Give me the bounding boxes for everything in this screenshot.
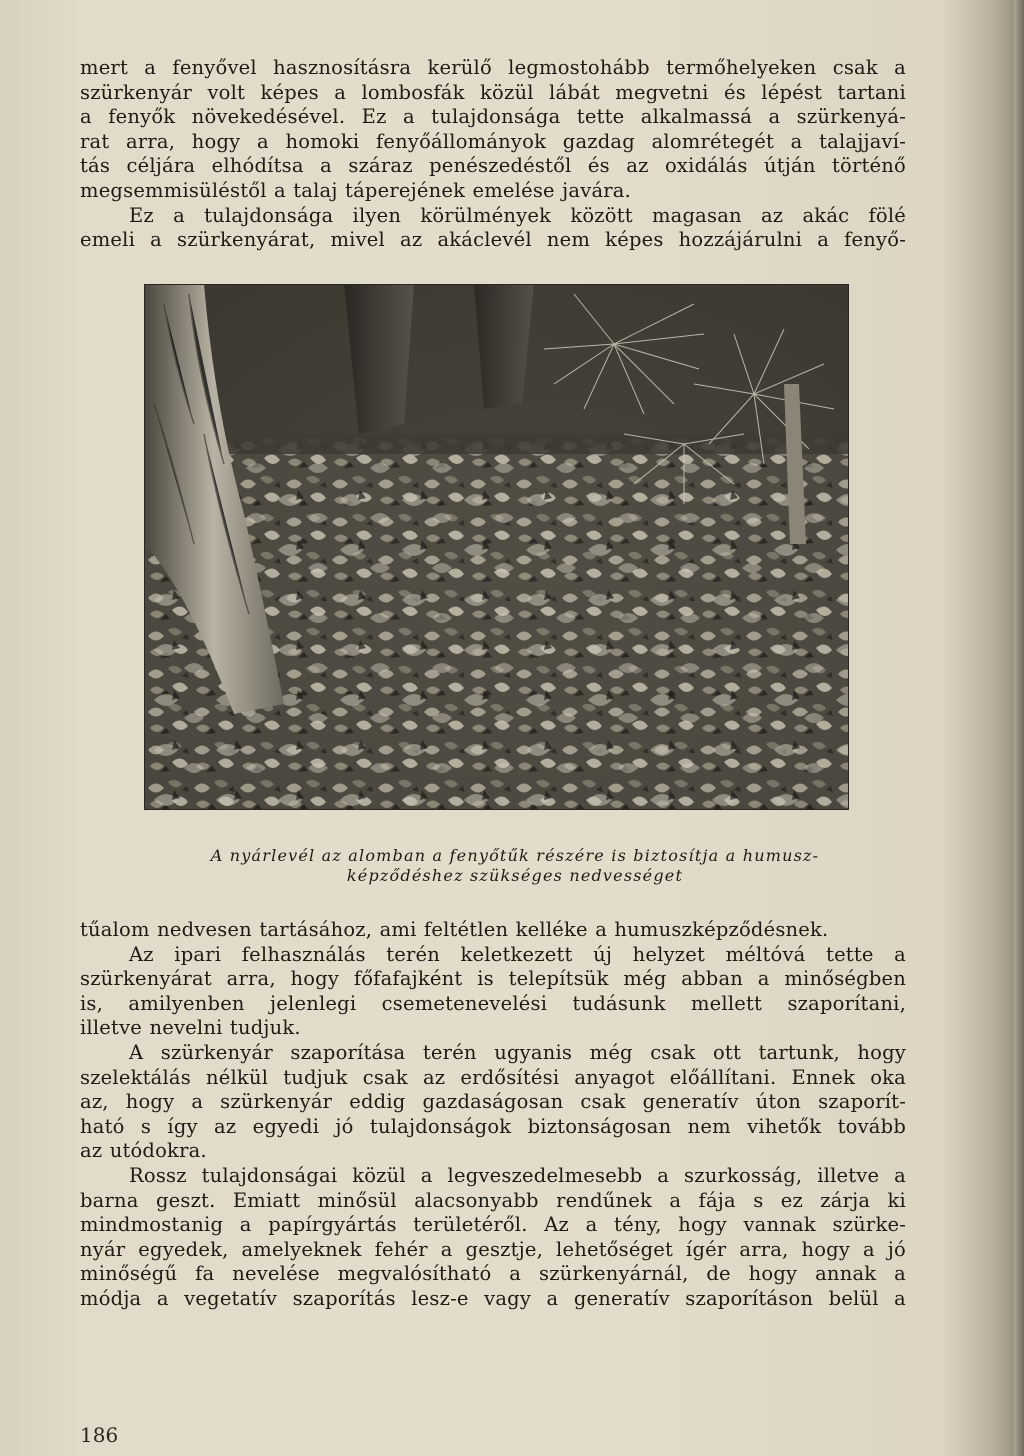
paragraph (80, 943, 906, 1041)
caption-line: képződéshez szükséges nedvességet (346, 865, 684, 885)
paragraph (80, 1164, 906, 1312)
figure-caption (120, 846, 910, 885)
paragraph (80, 918, 906, 943)
text-line: minőségű fa nevelése megvalósítható a szürkenyárnál, de hogy annak a (80, 1262, 906, 1286)
text-line: tás céljára elhódítsa a száraz penészedéstől és az oxidálás útján történő (80, 154, 906, 178)
text-line: rat arra, hogy a homoki fenyőállományok gazdag alomrétegét a talajjaví- (80, 129, 906, 153)
text-line: szürkenyár volt képes a lombosfák közül lábát megvetni és lépést tartani (80, 80, 906, 104)
text-line: szürkenyárat arra, hogy főfafajként is telepítsük még abban a minőségben (80, 967, 906, 991)
bottom-text-block (80, 918, 906, 1312)
top-text-block (80, 56, 906, 253)
text-line: Az ipari felhasználás terén keletkezett új helyzet méltóvá tette a (129, 942, 906, 966)
page-number: 186 (80, 1423, 119, 1447)
paragraph (80, 56, 906, 204)
photo-image (144, 284, 849, 810)
text-line: módja a vegetatív szaporítás lesz-e vagy a generatív szaporításon belül a (80, 1286, 906, 1310)
text-line: barna geszt. Emiatt minősül alacsonyabb rendűnek a fája s ez zárja ki (80, 1188, 906, 1212)
paragraph (80, 204, 906, 253)
text-line: mert a fenyővel hasznosításra kerülő legmostohább termőhelyeken csak a (80, 56, 906, 79)
text-line: megsemmisüléstől a talaj táperejének emelése javára. (80, 178, 632, 202)
text-line: Ez a tulajdonsága ilyen körülmények között magasan az akác fölé (129, 203, 906, 227)
text-line: tűalom nedvesen tartásához, ami feltétlen kelléke a humuszképződésnek. (80, 918, 829, 941)
text-line: mindmostanig a papírgyártás területéről. Az a tény, hogy vannak szürke- (80, 1213, 906, 1237)
text-line: az utódokra. (80, 1139, 207, 1163)
text-line: a fenyők növekedésével. Ez a tulajdonsága tette alkalmassá a szürkenyá- (80, 105, 906, 129)
page-edge-shadow (1014, 0, 1024, 1456)
text-line: Rossz tulajdonságai közül a legveszedelmesebb a szurkosság, illetve a (129, 1163, 906, 1187)
text-line: A szürkenyár szaporítása terén ugyanis még csak ott tartunk, hogy (129, 1040, 906, 1064)
photograph-ivy-leaf-litter (144, 284, 849, 810)
text-line: nyár egyedek, amelyeknek fehér a gesztje, lehetőséget ígér arra, hogy a jó (80, 1237, 906, 1261)
text-line: az, hogy a szürkenyár eddig gazdaságosan csak generatív úton szaporít- (80, 1090, 906, 1114)
text-line: emeli a szürkenyárat, mivel az akáclevél nem képes hozzájárulni a fenyő- (80, 228, 906, 252)
text-line: illetve nevelni tudjuk. (80, 1016, 301, 1040)
text-line: is, amilyenben jelenlegi csemetenevelési tudásunk mellett szaporítani, (80, 991, 906, 1015)
caption-line: A nyárlevél az alomban a fenyőtűk részére is biztosítja a humusz- (210, 846, 820, 865)
text-line: ható s így az egyedi jó tulajdonságok biztonságosan nem vihetők tovább (80, 1114, 906, 1138)
text-line: szelektálás nélkül tudjuk csak az erdősítési anyagot előállítani. Ennek oka (80, 1065, 906, 1089)
paragraph (80, 1041, 906, 1164)
